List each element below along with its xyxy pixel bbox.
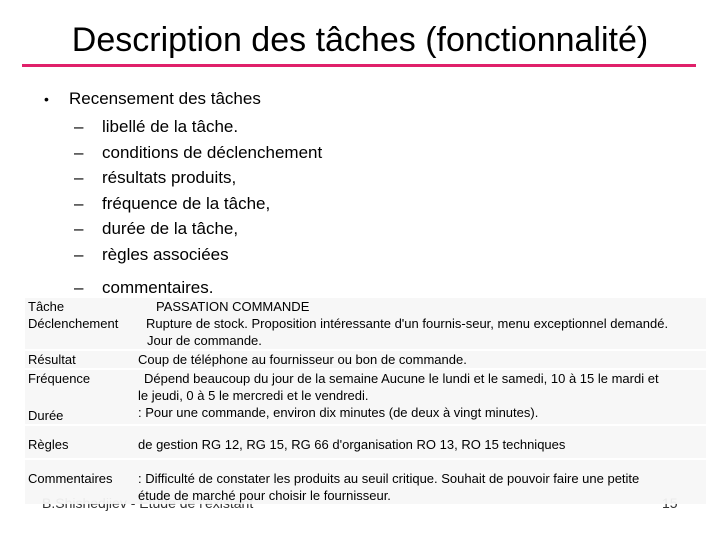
- bullet-main-text: Recensement des tâches: [69, 89, 261, 108]
- sub-item: [74, 114, 322, 140]
- sub-item: [74, 275, 213, 301]
- row-value-line: Rupture de stock. Proposition intéressante d'un fournis-seur, menu exceptionnel demandé.: [146, 316, 669, 331]
- table-row: [25, 425, 706, 459]
- row-label: Fréquence: [25, 369, 135, 404]
- sub-item-text: durée de la tâche,: [102, 219, 239, 238]
- dash-marker: –: [74, 193, 84, 213]
- table-row: [25, 298, 706, 315]
- sub-item: [74, 165, 322, 191]
- sub-item-text: résultats produits,: [102, 168, 237, 187]
- sub-item-text: libellé de la tâche.: [102, 117, 239, 136]
- sub-item-text: fréquence de la tâche,: [102, 193, 271, 213]
- row-value-line: Dépend beaucoup du jour de la semaine Aucune le lundi et le samedi, 10 à 15 le mardi et: [144, 371, 659, 386]
- title-underline: [22, 64, 696, 67]
- row-value: [135, 369, 706, 404]
- row-label: Règles: [25, 425, 135, 459]
- dash-marker: –: [74, 142, 84, 162]
- table-row: [25, 350, 706, 369]
- row-label: Résultat: [25, 350, 135, 369]
- task-description-table: [25, 298, 706, 504]
- sub-item: [74, 242, 322, 268]
- sub-list-top: [74, 114, 322, 267]
- dash-marker: –: [74, 244, 84, 264]
- dash-marker: –: [74, 219, 84, 238]
- row-value: [135, 350, 706, 369]
- row-value-line: le jeudi, 0 à 5 le mercredi et le vendredi.: [138, 388, 369, 403]
- table-row: [25, 404, 706, 425]
- row-value-line: PASSATION COMMANDE: [156, 299, 310, 314]
- dash-marker: –: [74, 168, 84, 187]
- row-value-line: étude de marché pour choisir le fournisseur.: [138, 488, 391, 503]
- row-label: Déclenchement: [28, 316, 119, 331]
- row-value: [135, 425, 706, 459]
- bullet-symbol: •: [44, 91, 49, 107]
- sub-item: [74, 140, 322, 166]
- row-value-line: Jour de commande.: [147, 333, 262, 348]
- table-row: [25, 315, 706, 350]
- table-row: [25, 459, 706, 504]
- row-label: Tâche: [28, 299, 65, 314]
- row-value-line: de gestion RG 12, RG 15, RG 66 d'organisation RO 13, RO 15 techniques: [138, 437, 566, 452]
- row-label: Durée: [28, 408, 64, 423]
- sub-item-text: commentaires.: [102, 278, 214, 297]
- sub-item-text: règles associées: [102, 244, 229, 264]
- row-label: Commentaires: [25, 459, 135, 504]
- row-value-line: Coup de téléphone au fournisseur ou bon de commande.: [138, 352, 467, 367]
- row-value: [135, 315, 706, 350]
- row-value: [135, 404, 706, 425]
- row-value: [135, 459, 706, 504]
- sub-list-bottom: [74, 275, 213, 301]
- dash-marker: –: [74, 117, 84, 136]
- sub-item-text: conditions de déclenchement: [102, 142, 323, 162]
- sub-item: [74, 216, 322, 242]
- row-value-line: : Difficulté de constater les produits au seuil critique. Souhait de pouvoir faire une petite: [138, 471, 640, 486]
- sub-item: [74, 191, 322, 217]
- dash-marker: –: [74, 278, 84, 297]
- slide-title: Description des tâches (fonctionnalité): [71, 21, 649, 59]
- row-value-line: : Pour une commande, environ dix minutes (de deux à vingt minutes).: [138, 405, 539, 420]
- table-row: [25, 369, 706, 404]
- row-value: [135, 298, 706, 315]
